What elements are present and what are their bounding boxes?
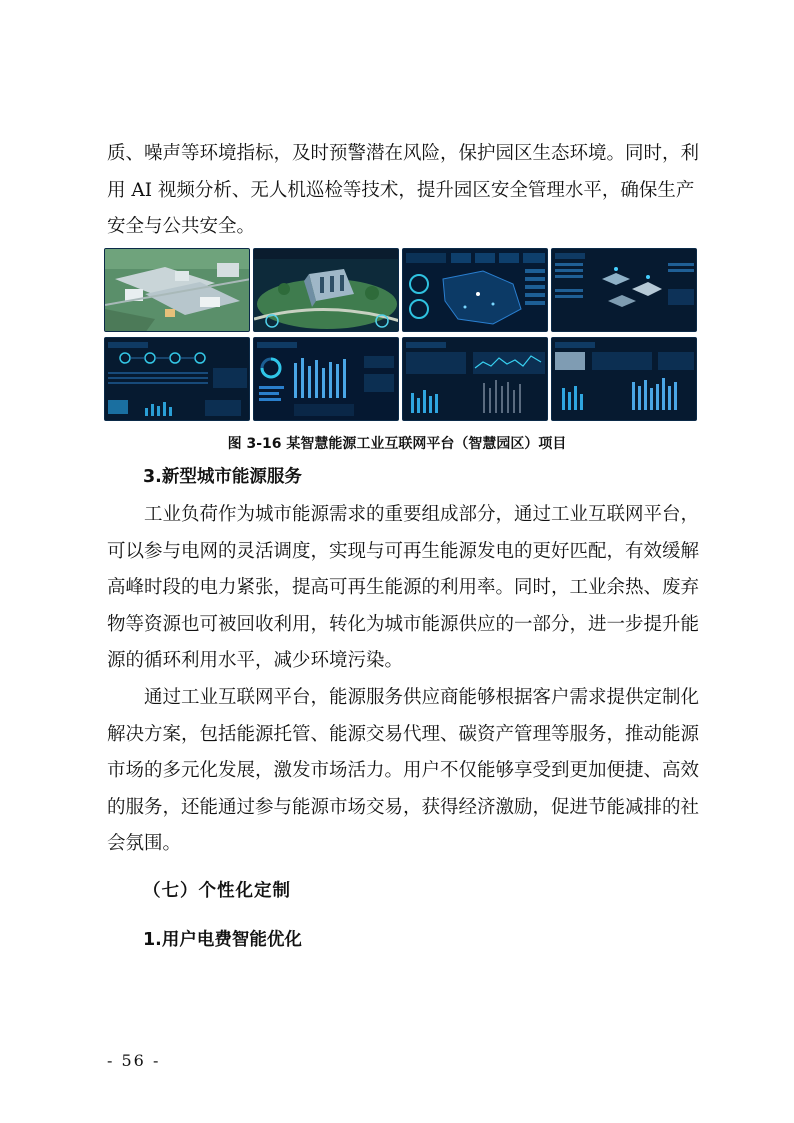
text-line: 工业负荷作为城市能源需求的重要组成部分，通过工业互联网平台， [144,504,700,525]
park-building-3d-view [253,248,399,332]
text-line: 的服务，还能通过参与能源市场交易，获得经济激励，促进节能减排的社 [107,796,700,818]
subsection-heading: 1.用户电费智能优化 [143,930,302,950]
energy-map-dashboard [402,248,548,332]
text-line: 源的循环利用水平，减少环境污染。 [107,650,404,671]
text-line: 安全与公共安全。 [107,216,256,237]
figure-screenshot-grid [104,248,697,421]
park-3d-aerial-view [104,248,250,332]
section-heading: 3.新型城市能源服务 [143,467,302,487]
text-line: 质、噪声等环境指标，及时预警潜在风险，保护园区生态环境。同时，利 [107,143,700,164]
section-paragraph [107,497,700,680]
page-number: - 56 - [107,1051,161,1070]
text-line: 市场的多元化发展，激发市场活力。用户不仅能够享受到更加便捷、高效 [107,760,700,781]
text-line: 用 AI 视频分析、无人机巡检等技术，提升园区安全管理水平，确保生产 [107,179,695,201]
text-line: 可以参与电网的灵活调度，实现与可再生能源发电的更好匹配，有效缓解 [107,540,700,562]
text-line: 会氛围。 [107,833,182,854]
intro-paragraph [107,136,700,246]
figure-caption: 图 3-16 某智慧能源工业互联网平台（智慧园区）项目 [227,436,567,452]
device-monitoring-dashboard [551,248,697,332]
energy-statistics-dashboard [253,337,399,421]
charts-dashboard-a [402,337,548,421]
text-line: 通过工业互联网平台，能源服务供应商能够根据客户需求提供定制化 [144,687,700,708]
text-line: 解决方案，包括能源托管、能源交易代理、碳资产管理等服务，推动能源 [107,723,700,745]
section-paragraph [107,680,700,863]
charts-dashboard-b [551,337,697,421]
text-line: 高峰时段的电力紧张，提高可再生能源的利用率。同时，工业余热、废弃 [107,577,700,598]
chapter-heading: （七）个性化定制 [143,881,291,901]
flow-monitoring-dashboard [104,337,250,421]
text-line: 物等资源也可被回收利用，转化为城市能源供应的一部分，进一步提升能 [107,613,700,635]
